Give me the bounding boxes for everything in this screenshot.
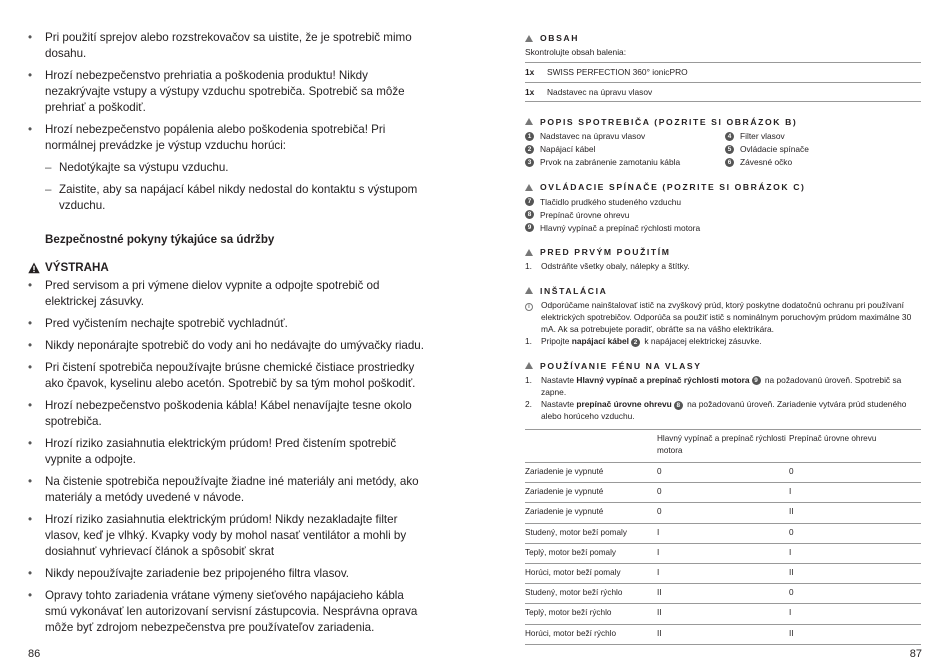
section-title-text: PRED PRVÝM POUŽITÍM xyxy=(540,247,671,258)
table-cell: Zariadenie je vypnuté xyxy=(525,463,657,483)
section-title xyxy=(525,181,921,193)
list-item: • Pred servisom a pri výmene dielov vypnite a odpojte spotrebič od elektrickej zásuvky. xyxy=(28,278,428,310)
table-cell: Teplý, motor beží pomaly xyxy=(525,543,657,563)
switch-label: Tlačidlo prudkého studeného vzduchu xyxy=(540,196,682,207)
step-text xyxy=(541,374,921,398)
column-header: Prepínač úrovne ohrevu xyxy=(789,429,921,462)
right-page xyxy=(475,0,950,660)
table-row xyxy=(525,604,921,624)
obsah-intro: Skontrolujte obsah balenia: xyxy=(525,47,627,58)
table-row xyxy=(525,503,921,523)
warning-triangle-icon xyxy=(28,262,40,274)
dash-item: – Nedotýkajte sa výstupu vzduchu. xyxy=(45,160,428,176)
step xyxy=(525,374,921,398)
table-cell: Teplý, motor beží rýchlo xyxy=(525,604,657,624)
section-title xyxy=(525,285,921,297)
qty: 1x xyxy=(525,63,547,82)
table-cell: II xyxy=(657,584,789,604)
table-body xyxy=(525,463,921,645)
section-title-text: POPIS SPOTREBIČA (POZRITE SI OBRÁZOK B) xyxy=(540,116,798,127)
step-post: na požadovanú úroveň. Zariadenie vytvára prúd studeného alebo horúceho vzduchu. xyxy=(541,399,907,422)
step-text: Odstráňte všetky obaly, nálepky a štítky. xyxy=(541,261,690,272)
table-cell: 0 xyxy=(657,483,789,503)
step-post: na požadovanú úroveň. Spotrebič sa zapne. xyxy=(541,374,902,398)
list-item xyxy=(525,143,725,156)
section-popis xyxy=(525,116,921,169)
table-cell: Studený, motor beží rýchlo xyxy=(525,584,657,604)
section-title-text: INŠTALÁCIA xyxy=(540,285,608,296)
list-item xyxy=(725,130,915,143)
table-cell: Zariadenie je vypnuté xyxy=(525,483,657,503)
table-cell: 0 xyxy=(789,523,921,543)
section-ovladacie xyxy=(525,181,921,234)
triangle-marker-icon xyxy=(525,35,533,42)
section-title xyxy=(525,32,921,44)
table-row xyxy=(525,564,921,584)
table-cell: 0 xyxy=(657,503,789,523)
list-item xyxy=(525,130,725,143)
list-item: • Hrozí nebezpečenstvo poškodenia kábla! Kábel nenavíjajte tesne okolo spotrebiča. xyxy=(28,398,428,430)
section-instalacia xyxy=(525,285,921,348)
step-pre: Nastavte xyxy=(541,374,577,385)
table-cell: I xyxy=(657,543,789,563)
table-row xyxy=(525,483,921,503)
number-badge: 6 xyxy=(725,158,734,167)
table-row xyxy=(525,82,921,101)
triangle-marker-icon xyxy=(525,287,533,294)
section-pred-prvym xyxy=(525,246,921,272)
step xyxy=(525,260,921,272)
table-cell: Zariadenie je vypnuté xyxy=(525,503,657,523)
list-item: • Hrozí riziko zasiahnutia elektrickým prúdom! Nikdy nezakladajte filter vlasov, keď je vlhký. Kvapky vody by mohol nasať ventilátor a mohli by dosiahnuť vyhrievací článok a spôsobiť skrat xyxy=(28,512,428,560)
list-item: • Pri použití sprejov alebo rozstrekovačov sa uistite, že je spotrebič mimo dosahu. xyxy=(28,30,428,62)
table-cell: II xyxy=(789,564,921,584)
warning-label: VÝSTRAHA xyxy=(45,261,109,274)
section-title xyxy=(525,360,921,372)
table-row xyxy=(525,63,921,82)
column-header: Hlavný vypínač a prepínač rýchlosti motora xyxy=(657,429,789,462)
info-text: Odporúčame nainštalovať istič na zvyškový prúd, ktorý poskytne dodatočnú ochranu pri používaní elektrických spotrebičov. Odporúča sa použiť istič s nominálnym poruchovým prúdom maximálne 30 mA. Ak sa potrebujete poradiť, obráťte sa na vášho elektrikára. xyxy=(541,299,912,335)
table-cell: Horúci, motor beží pomaly xyxy=(525,564,657,584)
warning-heading xyxy=(28,260,428,276)
page-number-left: 86 xyxy=(28,648,41,660)
list-item xyxy=(525,208,921,221)
switch-list xyxy=(525,195,921,234)
table-cell: II xyxy=(789,503,921,523)
list-item xyxy=(525,156,725,169)
part-label: Napájací kábel xyxy=(540,144,596,155)
list-item: • Nikdy nepoužívajte zariadenie bez pripojeného filtra vlasov. xyxy=(28,566,428,582)
list-item-text: Hrozí nebezpečenstvo popálenia alebo poškodenia spotrebiča! Pri normálnej prevádzke je výstup vzduchu horúci: xyxy=(45,123,386,152)
list-item: • Nikdy neponárajte spotrebič do vody ani ho nedávajte do umývačky riadu. xyxy=(28,338,428,354)
number-badge: 5 xyxy=(725,145,734,154)
number-badge: 2 xyxy=(525,145,534,154)
contents-table xyxy=(525,62,921,101)
item-name: Nadstavec na úpravu vlasov xyxy=(547,82,921,101)
qty: 1x xyxy=(525,82,547,101)
part-label: Nadstavec na úpravu vlasov xyxy=(540,131,646,142)
left-column xyxy=(28,30,428,642)
table-cell: II xyxy=(657,604,789,624)
step-number: 1. xyxy=(525,374,532,385)
dash-list xyxy=(45,160,428,214)
number-badge: 9 xyxy=(525,223,534,232)
step-number: 2. xyxy=(525,399,532,410)
list-item: • Hrozí riziko zasiahnutia elektrickým prúdom! Pred čistením spotrebič vypnite a odpojte. xyxy=(28,436,428,468)
triangle-marker-icon xyxy=(525,118,533,125)
table-row xyxy=(525,523,921,543)
list-item xyxy=(28,122,428,214)
column-header xyxy=(525,429,657,462)
info-circle-icon: i xyxy=(525,303,533,311)
table-header-row xyxy=(525,429,921,462)
step-pre: Pripojte xyxy=(541,336,572,347)
item-name: SWISS PERFECTION 360° ionicPRO xyxy=(547,63,921,82)
part-label: Závesné očko xyxy=(740,157,793,168)
section-title-text: OBSAH xyxy=(540,33,580,43)
table-cell: I xyxy=(657,564,789,584)
info-note xyxy=(525,299,921,336)
number-badge: 7 xyxy=(525,197,534,206)
step-number: 1. xyxy=(525,336,532,347)
number-badge: 1 xyxy=(525,132,534,141)
switch-settings-table xyxy=(525,429,921,645)
info-lead xyxy=(525,299,541,336)
triangle-marker-icon xyxy=(525,184,533,191)
list-item xyxy=(725,143,915,156)
triangle-marker-icon xyxy=(525,249,533,256)
part-label: Ovládacie spínače xyxy=(740,144,809,155)
list-item: • Na čistenie spotrebiča nepoužívajte žiadne iné materiály ani metódy, ako materiály a metódy uvedené v návode. xyxy=(28,474,428,506)
list-item: • Opravy tohto zariadenia vrátane výmeny sieťového napájacieho kábla smú vykonávať len autorizovaní servisní zástupcovia. Nesprávna oprava môže byť zdrojom nebezpečenstva pre používateľov zariadenia. xyxy=(28,588,428,636)
table-cell: II xyxy=(789,624,921,644)
section-title xyxy=(525,116,921,128)
table-cell: I xyxy=(789,543,921,563)
list-item xyxy=(525,221,921,234)
part-label: Prvok na zabránenie zamotaniu kábla xyxy=(540,157,681,168)
list-item: • Pred vyčistením nechajte spotrebič vychladnúť. xyxy=(28,316,428,332)
safety-list-top xyxy=(28,30,428,214)
table-cell: 0 xyxy=(789,584,921,604)
table-cell: Horúci, motor beží rýchlo xyxy=(525,624,657,644)
step-bold: napájací kábel xyxy=(571,336,629,347)
step-number: 1. xyxy=(525,261,532,272)
number-badge: 8 xyxy=(525,210,534,219)
number-badge: 3 xyxy=(525,158,534,167)
section-title-text: OVLÁDACIE SPÍNAČE (POZRITE SI OBRÁZOK C) xyxy=(540,182,806,193)
table-row xyxy=(525,543,921,563)
dash-item: – Zaistite, aby sa napájací kábel nikdy nedostal do kontaktu s výstupom vzduchu. xyxy=(45,182,428,214)
section-title xyxy=(525,246,921,258)
step-text xyxy=(541,398,921,422)
switch-label: Prepínač úrovne ohrevu xyxy=(540,209,630,220)
right-column xyxy=(525,32,921,654)
list-item: • Hrozí nebezpečenstvo prehriatia a poškodenia produktu! Nikdy nezakrývajte vstupy a výstupy vzduchu spotrebiča. Spotrebič sa môže prehriať a poškodiť. xyxy=(28,68,428,116)
list-item: • Pri čistení spotrebiča nepoužívajte brúsne chemické čistiace prostriedky ako čpavok, kyselinu alebo acetón. Spotrebič by sa tým mohol poškodiť. xyxy=(28,360,428,392)
table-cell: Studený, motor beží pomaly xyxy=(525,523,657,543)
maintenance-heading: Bezpečnostné pokyny týkajúce sa údržby xyxy=(45,233,275,246)
number-badge: 8 xyxy=(674,401,683,410)
table-cell: I xyxy=(789,604,921,624)
triangle-marker-icon xyxy=(525,362,533,369)
table-cell: 0 xyxy=(657,463,789,483)
safety-list-bottom xyxy=(28,278,428,636)
section-pouzivanie xyxy=(525,360,921,645)
section-title-text: POUŽÍVANIE FÉNU NA VLASY xyxy=(540,360,702,371)
step-bold: prepínač úrovne ohrevu xyxy=(576,399,672,410)
step xyxy=(525,335,921,347)
part-label: Filter vlasov xyxy=(740,131,785,142)
step-bold: Hlavný vypínač a prepínač rýchlosti motora xyxy=(576,374,750,385)
step-post: k napájacej elektrickej zásuvke. xyxy=(642,336,762,347)
number-badge: 9 xyxy=(752,376,761,385)
table-cell: I xyxy=(789,483,921,503)
number-badge: 4 xyxy=(725,132,734,141)
table-row xyxy=(525,624,921,644)
step-pre: Nastavte xyxy=(541,399,577,410)
table-cell: I xyxy=(657,523,789,543)
table-cell: II xyxy=(657,624,789,644)
list-item xyxy=(725,156,915,169)
list-item xyxy=(525,195,921,208)
page-number-right: 87 xyxy=(909,648,922,660)
step-text xyxy=(541,335,921,347)
section-obsah xyxy=(525,32,921,102)
switch-label: Hlavný vypínač a prepínač rýchlosti motora xyxy=(540,222,701,233)
table-row xyxy=(525,584,921,604)
parts-list xyxy=(525,130,921,169)
table-cell: 0 xyxy=(789,463,921,483)
number-badge: 2 xyxy=(631,338,640,347)
table-row xyxy=(525,463,921,483)
step xyxy=(525,398,921,422)
